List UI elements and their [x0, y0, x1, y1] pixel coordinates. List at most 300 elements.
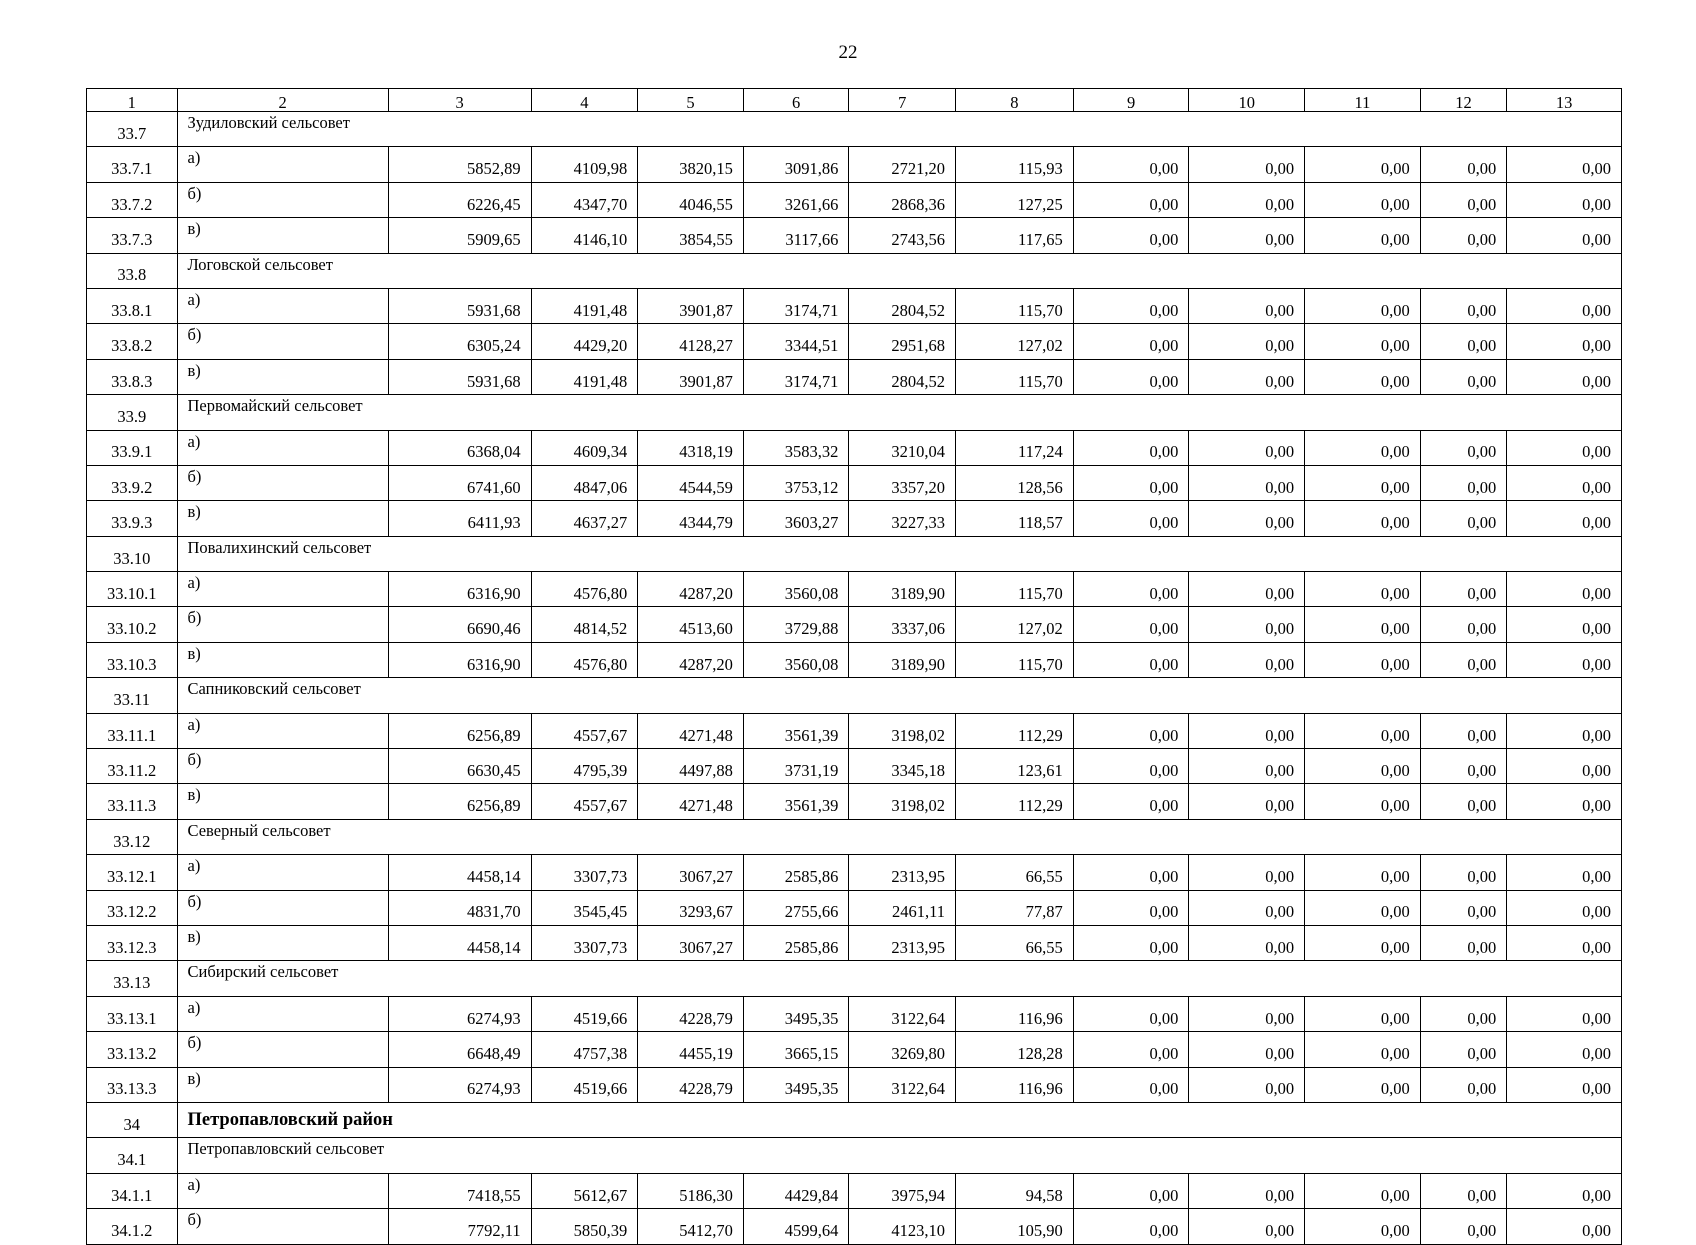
value-cell: 6648,49 — [388, 1032, 531, 1067]
value-cell: 3357,20 — [849, 465, 956, 500]
value-cell: 0,00 — [1507, 430, 1622, 465]
value-cell: 3729,88 — [743, 607, 849, 642]
value-cell: 0,00 — [1305, 1032, 1421, 1067]
column-header: 6 — [743, 89, 849, 112]
section-row — [87, 819, 1622, 854]
value-cell: 0,00 — [1420, 642, 1507, 677]
row-code: 33.10.3 — [87, 642, 178, 677]
row-variant: а) — [177, 996, 388, 1031]
value-cell: 0,00 — [1420, 430, 1507, 465]
value-cell: 3344,51 — [743, 324, 849, 359]
value-cell: 0,00 — [1420, 1173, 1507, 1208]
column-header: 11 — [1305, 89, 1421, 112]
value-cell: 4429,20 — [531, 324, 638, 359]
value-cell: 4814,52 — [531, 607, 638, 642]
value-cell: 0,00 — [1305, 147, 1421, 182]
value-cell: 6741,60 — [388, 465, 531, 500]
section-title: Северный сельсовет — [177, 819, 1621, 854]
row-variant: а) — [177, 147, 388, 182]
value-cell: 0,00 — [1305, 465, 1421, 500]
section-title: Сибирский сельсовет — [177, 961, 1621, 996]
value-cell: 0,00 — [1189, 465, 1305, 500]
value-cell: 4557,67 — [531, 713, 638, 748]
column-header: 9 — [1073, 89, 1189, 112]
value-cell: 4609,34 — [531, 430, 638, 465]
value-cell: 0,00 — [1073, 572, 1189, 607]
row-code: 33.11.2 — [87, 749, 178, 784]
value-cell: 0,00 — [1507, 147, 1622, 182]
value-cell: 0,00 — [1189, 501, 1305, 536]
value-cell: 7792,11 — [388, 1209, 531, 1244]
value-cell: 0,00 — [1073, 1209, 1189, 1244]
row-variant: в) — [177, 642, 388, 677]
value-cell: 2721,20 — [849, 147, 956, 182]
section-row — [87, 536, 1622, 571]
value-cell: 3583,32 — [743, 430, 849, 465]
row-code: 33.12.1 — [87, 855, 178, 890]
value-cell: 4458,14 — [388, 855, 531, 890]
value-cell: 2755,66 — [743, 890, 849, 925]
row-variant: б) — [177, 1032, 388, 1067]
value-cell: 0,00 — [1507, 501, 1622, 536]
value-cell: 66,55 — [956, 925, 1074, 960]
value-cell: 0,00 — [1189, 855, 1305, 890]
value-cell: 0,00 — [1420, 1209, 1507, 1244]
row-code: 33.10.1 — [87, 572, 178, 607]
table-row — [87, 749, 1622, 784]
value-cell: 0,00 — [1420, 925, 1507, 960]
value-cell: 3122,64 — [849, 996, 956, 1031]
value-cell: 112,29 — [956, 784, 1074, 819]
value-cell: 4429,84 — [743, 1173, 849, 1208]
column-header: 5 — [638, 89, 744, 112]
value-cell: 128,56 — [956, 465, 1074, 500]
value-cell: 2585,86 — [743, 925, 849, 960]
column-header: 13 — [1507, 89, 1622, 112]
value-cell: 115,70 — [956, 359, 1074, 394]
value-cell: 0,00 — [1189, 324, 1305, 359]
value-cell: 0,00 — [1507, 1173, 1622, 1208]
value-cell: 0,00 — [1189, 147, 1305, 182]
value-cell: 0,00 — [1189, 359, 1305, 394]
value-cell: 0,00 — [1073, 713, 1189, 748]
row-code: 33.7.1 — [87, 147, 178, 182]
row-code: 33.8.3 — [87, 359, 178, 394]
column-header: 3 — [388, 89, 531, 112]
section-row — [87, 1102, 1622, 1137]
value-cell: 117,24 — [956, 430, 1074, 465]
value-cell: 3975,94 — [849, 1173, 956, 1208]
section-title: Логовской сельсовет — [177, 253, 1621, 288]
value-cell: 5186,30 — [638, 1173, 744, 1208]
value-cell: 4757,38 — [531, 1032, 638, 1067]
value-cell: 0,00 — [1073, 1067, 1189, 1102]
value-cell: 4637,27 — [531, 501, 638, 536]
row-variant: в) — [177, 359, 388, 394]
value-cell: 0,00 — [1420, 182, 1507, 217]
value-cell: 4497,88 — [638, 749, 744, 784]
value-cell: 4191,48 — [531, 288, 638, 323]
value-cell: 0,00 — [1305, 324, 1421, 359]
value-cell: 4519,66 — [531, 1067, 638, 1102]
value-cell: 116,96 — [956, 1067, 1074, 1102]
value-cell: 2313,95 — [849, 855, 956, 890]
row-code: 33.9.2 — [87, 465, 178, 500]
value-cell: 5931,68 — [388, 288, 531, 323]
value-cell: 3560,08 — [743, 572, 849, 607]
table-row — [87, 359, 1622, 394]
value-cell: 0,00 — [1073, 359, 1189, 394]
value-cell: 6316,90 — [388, 572, 531, 607]
row-variant: в) — [177, 501, 388, 536]
value-cell: 0,00 — [1420, 359, 1507, 394]
row-code: 33.10 — [87, 536, 178, 571]
value-cell: 0,00 — [1305, 182, 1421, 217]
column-header: 7 — [849, 89, 956, 112]
row-code: 33.7 — [87, 112, 178, 147]
value-cell: 3067,27 — [638, 855, 744, 890]
value-cell: 0,00 — [1189, 713, 1305, 748]
value-cell: 4576,80 — [531, 572, 638, 607]
tariff-table — [86, 88, 1622, 1245]
section-title: Повалихинский сельсовет — [177, 536, 1621, 571]
value-cell: 0,00 — [1420, 288, 1507, 323]
value-cell: 4228,79 — [638, 1067, 744, 1102]
value-cell: 118,57 — [956, 501, 1074, 536]
value-cell: 4271,48 — [638, 784, 744, 819]
column-header: 10 — [1189, 89, 1305, 112]
section-title: Петропавловский район — [177, 1102, 1621, 1137]
table-row — [87, 465, 1622, 500]
value-cell: 3665,15 — [743, 1032, 849, 1067]
value-cell: 0,00 — [1507, 607, 1622, 642]
value-cell: 0,00 — [1189, 1067, 1305, 1102]
value-cell: 3293,67 — [638, 890, 744, 925]
value-cell: 0,00 — [1189, 607, 1305, 642]
value-cell: 0,00 — [1189, 1032, 1305, 1067]
value-cell: 2585,86 — [743, 855, 849, 890]
value-cell: 3210,04 — [849, 430, 956, 465]
value-cell: 0,00 — [1073, 218, 1189, 253]
value-cell: 0,00 — [1507, 288, 1622, 323]
table-row — [87, 642, 1622, 677]
row-code: 34.1.1 — [87, 1173, 178, 1208]
column-header: 4 — [531, 89, 638, 112]
value-cell: 123,61 — [956, 749, 1074, 784]
column-header: 2 — [177, 89, 388, 112]
value-cell: 0,00 — [1073, 784, 1189, 819]
value-cell: 116,96 — [956, 996, 1074, 1031]
value-cell: 2743,56 — [849, 218, 956, 253]
value-cell: 115,93 — [956, 147, 1074, 182]
value-cell: 4109,98 — [531, 147, 638, 182]
value-cell: 4519,66 — [531, 996, 638, 1031]
value-cell: 0,00 — [1420, 713, 1507, 748]
value-cell: 3227,33 — [849, 501, 956, 536]
table-row — [87, 1067, 1622, 1102]
row-code: 33.13.1 — [87, 996, 178, 1031]
table-row — [87, 890, 1622, 925]
row-code: 33.12.3 — [87, 925, 178, 960]
value-cell: 4455,19 — [638, 1032, 744, 1067]
row-code: 34.1.2 — [87, 1209, 178, 1244]
value-cell: 3261,66 — [743, 182, 849, 217]
section-row — [87, 1138, 1622, 1173]
value-cell: 6630,45 — [388, 749, 531, 784]
value-cell: 0,00 — [1189, 749, 1305, 784]
value-cell: 0,00 — [1420, 572, 1507, 607]
row-code: 33.8.1 — [87, 288, 178, 323]
value-cell: 0,00 — [1305, 642, 1421, 677]
value-cell: 0,00 — [1420, 996, 1507, 1031]
row-variant: в) — [177, 925, 388, 960]
value-cell: 127,02 — [956, 324, 1074, 359]
value-cell: 105,90 — [956, 1209, 1074, 1244]
value-cell: 2804,52 — [849, 359, 956, 394]
row-code: 33.12.2 — [87, 890, 178, 925]
value-cell: 0,00 — [1189, 784, 1305, 819]
value-cell: 4599,64 — [743, 1209, 849, 1244]
value-cell: 4287,20 — [638, 572, 744, 607]
value-cell: 6226,45 — [388, 182, 531, 217]
value-cell: 4287,20 — [638, 642, 744, 677]
value-cell: 5612,67 — [531, 1173, 638, 1208]
row-variant: а) — [177, 288, 388, 323]
value-cell: 0,00 — [1420, 890, 1507, 925]
value-cell: 0,00 — [1073, 501, 1189, 536]
value-cell: 66,55 — [956, 855, 1074, 890]
table-row — [87, 501, 1622, 536]
value-cell: 0,00 — [1305, 855, 1421, 890]
value-cell: 0,00 — [1189, 1209, 1305, 1244]
value-cell: 3174,71 — [743, 359, 849, 394]
value-cell: 0,00 — [1189, 430, 1305, 465]
table-row — [87, 572, 1622, 607]
table-row — [87, 324, 1622, 359]
value-cell: 0,00 — [1073, 430, 1189, 465]
value-cell: 0,00 — [1305, 607, 1421, 642]
value-cell: 3117,66 — [743, 218, 849, 253]
value-cell: 0,00 — [1073, 288, 1189, 323]
row-variant: в) — [177, 1067, 388, 1102]
value-cell: 0,00 — [1073, 749, 1189, 784]
value-cell: 3854,55 — [638, 218, 744, 253]
value-cell: 3345,18 — [849, 749, 956, 784]
value-cell: 3901,87 — [638, 288, 744, 323]
value-cell: 0,00 — [1420, 1032, 1507, 1067]
value-cell: 6274,93 — [388, 996, 531, 1031]
value-cell: 0,00 — [1507, 182, 1622, 217]
value-cell: 4458,14 — [388, 925, 531, 960]
value-cell: 0,00 — [1189, 182, 1305, 217]
value-cell: 6368,04 — [388, 430, 531, 465]
value-cell: 0,00 — [1073, 996, 1189, 1031]
value-cell: 0,00 — [1507, 642, 1622, 677]
section-title: Сапниковский сельсовет — [177, 678, 1621, 713]
value-cell: 115,70 — [956, 642, 1074, 677]
value-cell: 3545,45 — [531, 890, 638, 925]
value-cell: 0,00 — [1073, 855, 1189, 890]
value-cell: 0,00 — [1507, 324, 1622, 359]
value-cell: 0,00 — [1073, 465, 1189, 500]
value-cell: 0,00 — [1507, 218, 1622, 253]
table-row — [87, 1032, 1622, 1067]
row-variant: б) — [177, 324, 388, 359]
value-cell: 6316,90 — [388, 642, 531, 677]
section-row — [87, 253, 1622, 288]
value-cell: 6274,93 — [388, 1067, 531, 1102]
value-cell: 0,00 — [1420, 607, 1507, 642]
value-cell: 3198,02 — [849, 784, 956, 819]
value-cell: 4123,10 — [849, 1209, 956, 1244]
value-cell: 0,00 — [1507, 465, 1622, 500]
value-cell: 2461,11 — [849, 890, 956, 925]
row-code: 33.10.2 — [87, 607, 178, 642]
table-header-row — [87, 89, 1622, 112]
value-cell: 0,00 — [1507, 784, 1622, 819]
value-cell: 3189,90 — [849, 572, 956, 607]
value-cell: 4146,10 — [531, 218, 638, 253]
value-cell: 4347,70 — [531, 182, 638, 217]
section-row — [87, 961, 1622, 996]
row-code: 33.9 — [87, 395, 178, 430]
row-code: 33.8.2 — [87, 324, 178, 359]
row-code: 34 — [87, 1102, 178, 1137]
value-cell: 3820,15 — [638, 147, 744, 182]
value-cell: 3495,35 — [743, 996, 849, 1031]
value-cell: 3198,02 — [849, 713, 956, 748]
value-cell: 0,00 — [1305, 1173, 1421, 1208]
value-cell: 0,00 — [1073, 147, 1189, 182]
value-cell: 0,00 — [1507, 749, 1622, 784]
value-cell: 0,00 — [1507, 359, 1622, 394]
value-cell: 3753,12 — [743, 465, 849, 500]
table-row — [87, 855, 1622, 890]
value-cell: 0,00 — [1305, 996, 1421, 1031]
value-cell: 3307,73 — [531, 925, 638, 960]
value-cell: 0,00 — [1507, 925, 1622, 960]
row-variant: а) — [177, 572, 388, 607]
value-cell: 115,70 — [956, 572, 1074, 607]
value-cell: 128,28 — [956, 1032, 1074, 1067]
column-header: 1 — [87, 89, 178, 112]
value-cell: 3091,86 — [743, 147, 849, 182]
row-variant: а) — [177, 430, 388, 465]
value-cell: 127,25 — [956, 182, 1074, 217]
value-cell: 4318,19 — [638, 430, 744, 465]
section-title: Первомайский сельсовет — [177, 395, 1621, 430]
value-cell: 2868,36 — [849, 182, 956, 217]
value-cell: 4046,55 — [638, 182, 744, 217]
value-cell: 0,00 — [1305, 218, 1421, 253]
value-cell: 2313,95 — [849, 925, 956, 960]
value-cell: 0,00 — [1073, 182, 1189, 217]
row-variant: б) — [177, 182, 388, 217]
value-cell: 0,00 — [1507, 890, 1622, 925]
value-cell: 3561,39 — [743, 784, 849, 819]
row-code: 33.7.3 — [87, 218, 178, 253]
value-cell: 6256,89 — [388, 784, 531, 819]
value-cell: 3495,35 — [743, 1067, 849, 1102]
value-cell: 6690,46 — [388, 607, 531, 642]
value-cell: 4191,48 — [531, 359, 638, 394]
row-code: 33.9.3 — [87, 501, 178, 536]
value-cell: 4831,70 — [388, 890, 531, 925]
value-cell: 0,00 — [1189, 890, 1305, 925]
value-cell: 6411,93 — [388, 501, 531, 536]
row-code: 34.1 — [87, 1138, 178, 1173]
row-code: 33.8 — [87, 253, 178, 288]
value-cell: 0,00 — [1305, 572, 1421, 607]
row-code: 33.11 — [87, 678, 178, 713]
row-variant: в) — [177, 784, 388, 819]
value-cell: 4128,27 — [638, 324, 744, 359]
value-cell: 0,00 — [1507, 572, 1622, 607]
column-header: 12 — [1420, 89, 1507, 112]
row-code: 33.7.2 — [87, 182, 178, 217]
value-cell: 5412,70 — [638, 1209, 744, 1244]
value-cell: 0,00 — [1305, 713, 1421, 748]
value-cell: 0,00 — [1189, 572, 1305, 607]
value-cell: 4576,80 — [531, 642, 638, 677]
row-variant: в) — [177, 218, 388, 253]
row-code: 33.13 — [87, 961, 178, 996]
value-cell: 0,00 — [1189, 1173, 1305, 1208]
value-cell: 7418,55 — [388, 1173, 531, 1208]
value-cell: 115,70 — [956, 288, 1074, 323]
value-cell: 0,00 — [1305, 749, 1421, 784]
value-cell: 0,00 — [1305, 430, 1421, 465]
page-number: 22 — [838, 42, 858, 63]
table-row — [87, 925, 1622, 960]
row-code: 33.11.3 — [87, 784, 178, 819]
value-cell: 0,00 — [1305, 288, 1421, 323]
value-cell: 4344,79 — [638, 501, 744, 536]
section-row — [87, 678, 1622, 713]
section-title: Петропавловский сельсовет — [177, 1138, 1621, 1173]
row-variant: а) — [177, 713, 388, 748]
value-cell: 0,00 — [1189, 996, 1305, 1031]
value-cell: 3174,71 — [743, 288, 849, 323]
table-row — [87, 430, 1622, 465]
value-cell: 0,00 — [1420, 749, 1507, 784]
value-cell: 0,00 — [1189, 642, 1305, 677]
value-cell: 3189,90 — [849, 642, 956, 677]
value-cell: 0,00 — [1189, 218, 1305, 253]
value-cell: 5931,68 — [388, 359, 531, 394]
value-cell: 3067,27 — [638, 925, 744, 960]
value-cell: 4228,79 — [638, 996, 744, 1031]
value-cell: 0,00 — [1420, 855, 1507, 890]
value-cell: 0,00 — [1507, 996, 1622, 1031]
value-cell: 4544,59 — [638, 465, 744, 500]
value-cell: 6305,24 — [388, 324, 531, 359]
value-cell: 0,00 — [1420, 324, 1507, 359]
row-code: 33.13.2 — [87, 1032, 178, 1067]
row-code: 33.9.1 — [87, 430, 178, 465]
table-row — [87, 147, 1622, 182]
section-row — [87, 112, 1622, 147]
value-cell: 0,00 — [1073, 1032, 1189, 1067]
table-row — [87, 182, 1622, 217]
row-variant: б) — [177, 890, 388, 925]
value-cell: 2951,68 — [849, 324, 956, 359]
section-row — [87, 395, 1622, 430]
value-cell: 127,02 — [956, 607, 1074, 642]
value-cell: 3561,39 — [743, 713, 849, 748]
value-cell: 4795,39 — [531, 749, 638, 784]
value-cell: 0,00 — [1420, 501, 1507, 536]
